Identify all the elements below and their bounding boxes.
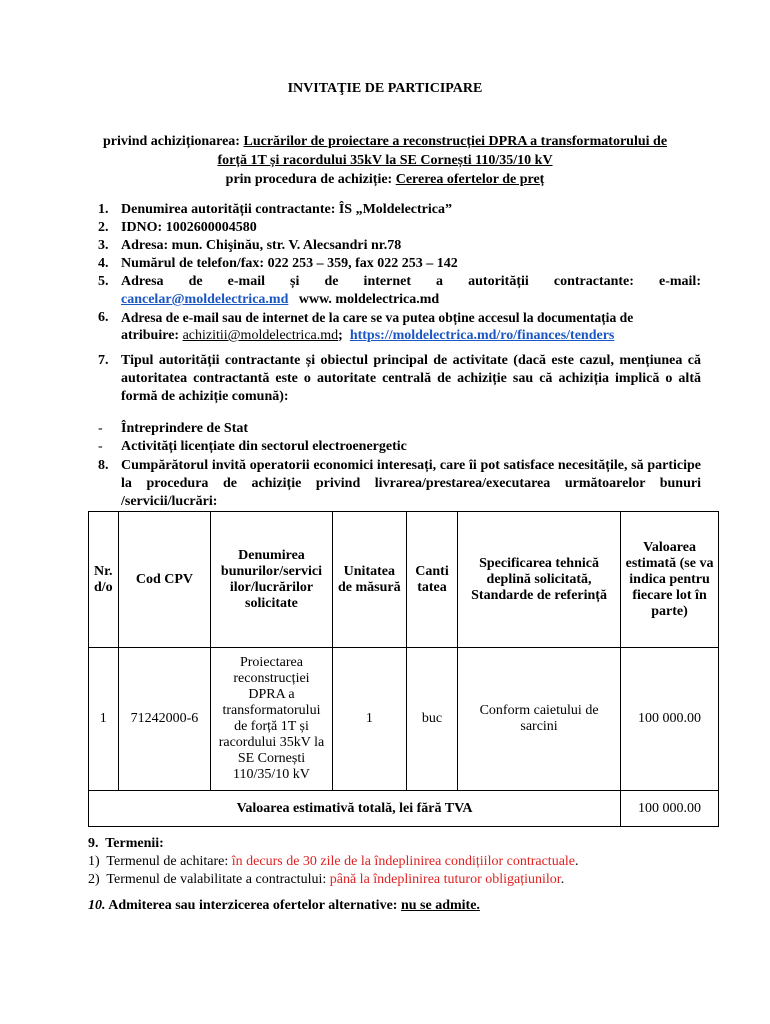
authority-type: Tipul autorității contractante și obiectul principal de activitate (dacă este cazul, mențiunea că autoritatea contractantă este o autoritate centrală de achiziție sau că achiziția implică o altă formă de achiziție comună): xyxy=(121,353,701,404)
website-text: www. moldelectrica.md xyxy=(298,292,440,307)
documentation-access xyxy=(121,309,701,345)
procurement-email-link[interactable]: achizitii@moldelectrica.md xyxy=(182,328,339,343)
idno: IDNO: 1002600004580 xyxy=(121,220,257,235)
alternative-offers xyxy=(88,898,480,914)
col-header-cpv: Cod CPV xyxy=(118,512,211,648)
document-title: INVITAŢIE DE PARTICIPARE xyxy=(287,81,483,96)
col-header-value: Valoarea estimată (se va indica pentru fiecare lot în parte) xyxy=(621,512,719,648)
address: Adresa: mun. Chişinău, str. V. Alecsandri nr.78 xyxy=(121,238,402,253)
term-number: 2) xyxy=(88,872,100,887)
total-value: 100 000.00 xyxy=(621,791,719,827)
subject-object-line2: forță 1T și racordului 35kV la SE Cornești 110/35/10 kV xyxy=(217,153,553,168)
documentation-label: Adresa de e-mail sau de internet de la care se va putea obține accesul la documentația de xyxy=(121,310,634,325)
cell-cpv: 71242000-6 xyxy=(118,648,211,791)
email-web xyxy=(121,273,701,309)
invitation-text: Cumpărătorul invită operatorii economici interesați, care îi pot satisface necesitățile, să participe la procedura de achiziție privind livrarea/prestarea/executarea următoarelor bunuri /servicii/lucrări: xyxy=(121,458,701,509)
cell-qty: buc xyxy=(407,648,458,791)
term-dot: . xyxy=(575,854,579,869)
term-value: până la îndeplinirea tuturor obligațiunilor xyxy=(329,872,561,887)
separator: ; xyxy=(338,328,343,343)
email-web-label: Adresa de e-mail și de internet a autorității contractante: e-mail: xyxy=(121,274,701,289)
terms-title: Termenii: xyxy=(105,836,164,851)
term-value: în decurs de 30 zile de la îndeplinirea condițiilor contractuale xyxy=(231,854,576,869)
activity-text: Întreprindere de Stat xyxy=(121,421,249,436)
cell-unit: 1 xyxy=(332,648,406,791)
activity-text: Activități licențiate din sectorul electroenergetic xyxy=(121,439,407,454)
lots-table xyxy=(88,511,719,827)
dash-bullet: - xyxy=(98,439,103,454)
col-header-unit: Unitatea de măsură xyxy=(332,512,406,648)
subject-prefix: privind achiziționarea: xyxy=(102,134,244,149)
table-row xyxy=(89,648,719,791)
documentation-prefix: atribuire: xyxy=(121,328,183,343)
subject-object-line1: Lucrărilor de proiectare a reconstrucției DPRA a transformatorului de xyxy=(243,134,668,149)
col-header-spec: Specificarea tehnică deplină solicitată, Standarde de referință xyxy=(458,512,621,648)
col-header-qty: Canti tatea xyxy=(407,512,458,648)
contracting-authority: Denumirea autorității contractante: ÎS „Moldelectrica” xyxy=(121,202,452,217)
tenders-link[interactable]: https://moldelectrica.md/ro/finances/tenders xyxy=(349,328,615,343)
paragraph-number: 10. xyxy=(88,898,106,913)
item-number: 7. xyxy=(98,353,109,368)
item-number: 1. xyxy=(98,202,109,217)
total-label: Valoarea estimativă totală, lei fără TVA xyxy=(89,791,621,827)
term-dot: . xyxy=(560,872,565,887)
alternative-offers-label: Admiterea sau interzicerea ofertelor alternative: xyxy=(105,898,401,913)
term-label: Termenul de achitare: xyxy=(106,854,232,869)
table-header-row xyxy=(89,512,719,648)
procurement-subject xyxy=(80,132,690,189)
dash-bullet: - xyxy=(98,421,103,436)
terms-heading xyxy=(88,836,164,852)
cell-nr: 1 xyxy=(89,648,119,791)
email-link[interactable]: cancelar@moldelectrica.md xyxy=(121,292,289,307)
item-number: 6. xyxy=(98,310,109,325)
procedure-prefix: prin procedura de achiziție: xyxy=(225,172,396,187)
cell-spec: Conform caietului de sarcini xyxy=(458,648,621,791)
term-dot: . xyxy=(476,898,480,913)
item-number: 4. xyxy=(98,256,109,271)
term-validity xyxy=(88,872,564,888)
col-header-name: Denumirea bunurilor/servici ilor/lucrărilor solicitate xyxy=(211,512,332,648)
table-total-row xyxy=(89,791,719,827)
cell-value: 100 000.00 xyxy=(621,648,719,791)
item-number: 5. xyxy=(98,274,109,289)
terms-number: 9. xyxy=(88,836,99,851)
cell-name: Proiectarea reconstrucției DPRA a transformatorului de forță 1T și racordului 35kV la SE Cornești 110/35/10 kV xyxy=(211,648,332,791)
item-number: 3. xyxy=(98,238,109,253)
alternative-offers-value: nu se admite xyxy=(400,898,477,913)
term-label: Termenul de valabilitate a contractului: xyxy=(106,872,330,887)
term-number: 1) xyxy=(88,854,100,869)
col-header-nr: Nr. d/o xyxy=(89,512,119,648)
item-number: 8. xyxy=(98,458,109,473)
phone-fax: Numărul de telefon/fax: 022 253 – 359, fax 022 253 – 142 xyxy=(121,256,458,271)
item-number: 2. xyxy=(98,220,109,235)
procedure-type: Cererea ofertelor de preț xyxy=(395,172,545,187)
term-payment xyxy=(88,854,579,870)
